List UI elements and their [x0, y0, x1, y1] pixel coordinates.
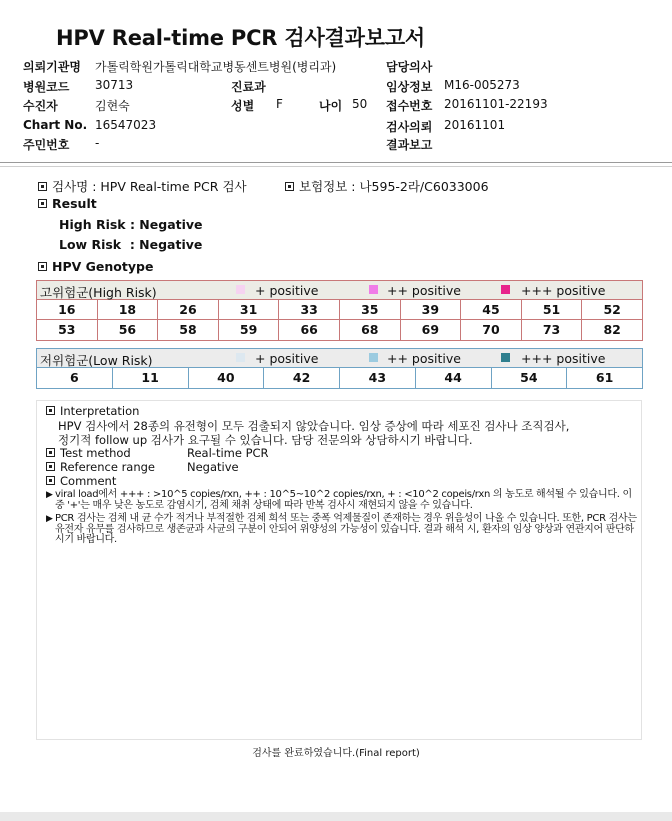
table-row [37, 300, 642, 320]
table-row [37, 368, 642, 388]
genotype-cell: 26 [158, 300, 219, 319]
result-heading: Result [52, 196, 97, 211]
insurance-info: 보험정보 : 나595-2라/C6033006 [299, 179, 489, 194]
legend-label-plus2: ++ positive [387, 283, 461, 298]
insurance-line [285, 177, 489, 195]
exam-name-line [38, 177, 247, 195]
high-risk-result: High Risk : Negative [59, 217, 203, 232]
checkbox-icon [38, 199, 47, 208]
checkbox-icon [46, 406, 55, 415]
genotype-cell: 43 [340, 368, 416, 388]
genotype-cell: 31 [219, 300, 280, 319]
hospital-code-value: 30713 [95, 78, 134, 92]
comment-label: Comment [60, 474, 117, 488]
clinical-info-label: 임상정보 [386, 80, 433, 94]
institution-value: 가톨릭학원가톨릭대학교병동센트병원(병리과) [95, 60, 337, 74]
high-risk-table [36, 280, 643, 341]
age-label: 나이 [319, 99, 343, 113]
legend-swatch-plus [236, 285, 245, 294]
result-report-label: 결과보고 [386, 138, 433, 152]
checkbox-icon [38, 262, 47, 271]
genotype-cell: 53 [37, 320, 98, 340]
chart-label: Chart No. [23, 118, 88, 132]
footer-bar [0, 812, 672, 821]
reference-range-line [46, 460, 155, 474]
genotype-cell: 58 [158, 320, 219, 340]
exam-date-value: 20161101 [444, 118, 506, 132]
interpretation-text-1: HPV 검사에서 28종의 유전형이 모두 검출되지 않았습니다. 임상 증상에 따라 세포진 검사나 조직검사, [58, 419, 570, 433]
genotype-cell: 11 [113, 368, 189, 388]
comment-note-1 [46, 490, 641, 511]
triangle-bullet-icon: ▶ [46, 514, 53, 524]
test-method-line [46, 446, 131, 460]
low-risk-header [37, 349, 642, 368]
resident-label: 주민번호 [23, 138, 70, 152]
genotype-heading-line [38, 259, 153, 274]
genotype-cell: 69 [401, 320, 462, 340]
genotype-cell: 44 [416, 368, 492, 388]
genotype-cell: 56 [98, 320, 159, 340]
comment-text-2: PCR 검사는 검체 내 균 수가 적거나 부적절한 검체 희석 또는 중폭 억제물질이 존재하는 경우 위음성이 나올 수 있습니다. 또한, PCR 검사는 유전자 유무를 검사하므로 생존균과 사균의 구분이 안되어 위양성의 가능성이 있습니다. 결과 해석 시, 환자의 임상 양상과 연관지어 판단하시기 바랍니다. [55, 513, 637, 545]
legend-label-plus3: +++ positive [521, 283, 606, 298]
legend-label-plus: + positive [255, 351, 319, 366]
genotype-cell: 39 [401, 300, 462, 319]
legend-swatch-plus3 [501, 285, 510, 294]
genotype-cell: 6 [37, 368, 113, 388]
legend-swatch-plus2 [369, 285, 378, 294]
test-method-label: Test method [60, 446, 131, 460]
legend-swatch-plus2 [369, 353, 378, 362]
receipt-value: 20161101-22193 [444, 97, 548, 111]
genotype-cell: 45 [461, 300, 522, 319]
high-risk-header [37, 281, 642, 300]
interpretation-heading: Interpretation [60, 404, 140, 418]
comment-heading-line [46, 474, 116, 488]
report-title: HPV Real-time PCR 검사결과보고서 [56, 26, 425, 50]
checkbox-icon [38, 182, 47, 191]
genotype-cell: 16 [37, 300, 98, 319]
genotype-cell: 35 [340, 300, 401, 319]
checkbox-icon [46, 476, 55, 485]
chart-value: 16547023 [95, 118, 157, 132]
receipt-label: 접수번호 [386, 99, 433, 113]
resident-value: - [95, 136, 100, 150]
sex-value: F [276, 97, 283, 111]
exam-name: 검사명 : HPV Real-time PCR 검사 [52, 179, 247, 194]
genotype-cell: 68 [340, 320, 401, 340]
legend-swatch-plus [236, 353, 245, 362]
checkbox-icon [46, 462, 55, 471]
genotype-cell: 82 [603, 322, 621, 337]
genotype-cell: 52 [603, 302, 621, 317]
table-row [37, 320, 642, 340]
interpretation-text-2: 정기적 follow up 검사가 요구될 수 있습니다. 담당 전문의와 상담하시기 바랍니다. [58, 433, 473, 447]
institution-label: 의뢰기관명 [23, 60, 81, 74]
legend-label-plus: + positive [255, 283, 319, 298]
genotype-cell: 73 [522, 320, 583, 340]
hospital-code-label: 병원코드 [23, 80, 70, 94]
genotype-cell: 54 [492, 368, 568, 388]
low-risk-label: 저위험군(Low Risk) [40, 353, 153, 368]
genotype-cell: 40 [189, 368, 265, 388]
patient-label: 수진자 [23, 99, 58, 113]
genotype-cell: 59 [219, 320, 280, 340]
header-divider [0, 162, 672, 163]
interpretation-box [36, 400, 642, 740]
final-report-note: 검사를 완료하였습니다.(Final report) [252, 748, 420, 759]
genotype-cell: 51 [522, 300, 583, 319]
exam-date-label: 검사의뢰 [386, 120, 433, 134]
checkbox-icon [46, 448, 55, 457]
result-heading-line [38, 196, 97, 211]
sex-label: 성별 [231, 99, 255, 113]
clinical-info-value: M16-005273 [444, 78, 520, 92]
reference-range-label: Reference range [60, 460, 156, 474]
low-risk-result: Low Risk : Negative [59, 237, 203, 252]
genotype-cell: 33 [279, 300, 340, 319]
patient-value: 김현숙 [95, 99, 130, 113]
legend-swatch-plus3 [501, 353, 510, 362]
triangle-bullet-icon: ▶ [46, 490, 53, 500]
department-label: 진료과 [231, 80, 266, 94]
genotype-heading: HPV Genotype [52, 259, 154, 274]
genotype-cell: 42 [264, 368, 340, 388]
checkbox-icon [285, 182, 294, 191]
header-divider-2 [0, 166, 672, 167]
high-risk-label: 고위험군(High Risk) [40, 285, 157, 300]
test-method-value: Real-time PCR [187, 446, 269, 460]
comment-note-2 [46, 514, 641, 546]
comment-text-1: viral load에서 +++ : >10^5 copies/rxn, ++ : 10^5~10^2 copies/rxn, + : <10^2 copeis/rxn 의 농도로 해석될 수 있습니다. 이 중 '+'는 매우 낮은 농도로 감염시기, 검체 채취 상태에 따라 반복 검사시 재현되지 않을 수 있습니다. [55, 489, 632, 511]
reference-range-value: Negative [187, 460, 239, 474]
legend-label-plus2: ++ positive [387, 351, 461, 366]
low-risk-table [36, 348, 643, 389]
genotype-cell: 61 [595, 370, 614, 385]
genotype-cell: 18 [98, 300, 159, 319]
genotype-cell: 70 [461, 320, 522, 340]
genotype-cell: 66 [279, 320, 340, 340]
interpretation-heading-line [46, 404, 139, 418]
age-value: 50 [352, 97, 368, 111]
legend-label-plus3: +++ positive [521, 351, 606, 366]
doctor-label: 담당의사 [386, 60, 433, 74]
